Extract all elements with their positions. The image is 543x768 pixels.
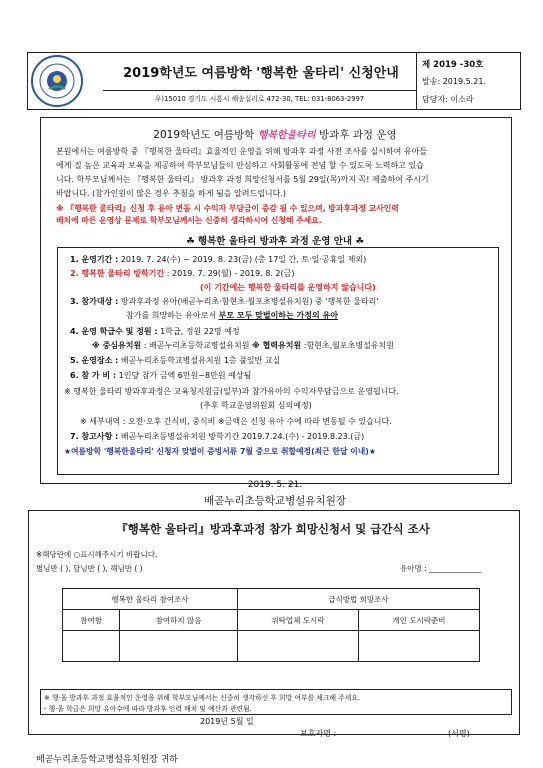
item-label: 1. 운영기간 :: [70, 255, 119, 264]
operation-guide-subtitle: ☘ 행복한 울타리 방과후 과정 운영 안내 ☘: [186, 236, 364, 247]
warning-line: ※ 『행복한 울타리』신청 후 유아 변동 시 수익자 부담금이 증감 될 수 있으며, 방과후과정 교사인력: [56, 204, 399, 213]
form-note: ※ 행·울 방과후 과정 효율적인 운영을 위해 학부모님께서는 신중히 생각하신 후 희망 여부를 체크해 주세요.: [44, 694, 361, 702]
item-value: 방과후과정 유아(배곧누리초·함현초·월포초병설유치원) 중 '행복한 울타리': [118, 297, 379, 306]
fee-note: ※ 행복한 울타리 방과후과정은 교육청지원금(일부)과 참가유아의 수익자부담금으로 운영됩니다.: [64, 387, 399, 396]
participate-col: 참여함: [63, 610, 120, 631]
item-fee: [70, 370, 251, 381]
principal-signature: 배곧누리초등학교병설유치원장: [203, 495, 346, 507]
item-label: 3. 참가대상 :: [70, 297, 119, 306]
item-target-sub-b: 부모 모두 맞벌이하는 가정의 유아: [218, 311, 338, 320]
item-value: 1학급, 정원 22명 예정: [157, 327, 240, 336]
document-number: 제 2019 -30호: [422, 60, 484, 70]
not-participate-check-cell[interactable]: [120, 631, 238, 662]
own-lunch-col: 개인 도시락준비: [358, 610, 479, 631]
manager-name: 담당자: 이소라: [422, 95, 474, 104]
form-instruction: ※해당란에 ○표시해주시기 바랍니다.: [36, 550, 158, 559]
meal-header: 급식방법 희망조사: [237, 589, 479, 610]
center-kg-label: ※ 중심유치원: [92, 341, 142, 350]
sign-date[interactable]: 2019년 5월 일: [200, 717, 254, 726]
item-label: 2. 행복한 울타리 방학기간: [70, 269, 165, 278]
form-title: 『행복한 울타리』방과후과정 참가 희망신청서 및 급간식 조사: [116, 522, 430, 536]
header-vertical-divider: [416, 52, 417, 109]
item-reference: [70, 431, 364, 442]
item-value: 1인당 참가 금액 6만원~8만원 예상됨: [116, 371, 252, 380]
program-title: [40, 126, 510, 142]
intro-line: 에게 질 높은 교육과 보육을 제공하여 학부모님들이 안심하고 사회활동에 전념 할 수 있도록 노력하고 있습: [56, 161, 424, 170]
participation-header: 행복한 울타리 참여조사: [63, 589, 238, 610]
item-period: [70, 254, 366, 265]
item-label: 5. 운영장소 :: [70, 356, 119, 365]
fee-note: (추후 학교운영위원회 심의예정): [200, 401, 312, 410]
item-target-sub-a: 참가를 희망하는 유아로서: [126, 311, 219, 320]
intro-line: 니다. 학부모님께서는 『행복한 울타리』 방과후 과정 희망신청서를 5월 29일(목)까지 꼭! 제출하여 주시기: [56, 175, 429, 184]
partner-kg-label: ※ 협력유치원: [252, 341, 302, 350]
item-value: 2019. 7. 24(수) ~ 2019. 8. 23(금) (총 17일 간, 토·일·공휴일 제외): [118, 255, 367, 264]
intro-line: 바랍니다. (참가인원이 많은 경우 추첨을 하게 됨을 알려드립니다.): [56, 189, 287, 198]
guardian-name-label[interactable]: 보호자명 :: [300, 729, 337, 738]
class-selection[interactable]: 별님반 ( ), 달님반 ( ), 해님반 ( ): [36, 564, 143, 573]
not-participate-col: 참여하지 않음: [120, 610, 238, 631]
signature-label[interactable]: (서명): [448, 729, 470, 738]
item-capacity-sub: [92, 340, 394, 351]
item-vacation: [70, 268, 294, 279]
issue-date: 발송: 2019.5.21.: [422, 77, 486, 86]
own-lunch-check-cell[interactable]: [358, 631, 479, 662]
participate-check-cell[interactable]: [63, 631, 120, 662]
center-kg-value: : 배곧누리초등학교병설유치원: [141, 341, 252, 350]
program-title-prefix: 2019학년도 여름방학: [153, 129, 255, 141]
page-title: 2019학년도 여름방학 '행복한 울타리' 신청안내: [123, 66, 399, 81]
program-title-suffix: 방과후 과정 운영: [319, 129, 397, 141]
form-note: - 행·울 학급은 희망 유아수에 따라 방과후 인력 배치 및 예산과 관련됨.: [44, 705, 252, 713]
item-label: 4. 운영 학급수 및 정원 :: [70, 327, 158, 336]
form-footer: 배곧누리초등학교병설유치원장 귀하: [36, 755, 178, 765]
item-label: 7. 참고사항 :: [70, 432, 119, 441]
school-address: 우)15010 경기도 시흥시 해송십리로 472-30, TEL: 031-8063-2997: [154, 95, 365, 103]
warning-line: 배치에 따른 운영상 문제로 학부모님께서는 신중히 생각하시어 신청해 주세요.: [56, 216, 322, 225]
fee-detail: ※ 세부내역 : 오전·오후 간식비, 중식비 ※금액은 신청 유아 수에 따라 변동될 수 있습니다.: [80, 417, 392, 426]
item-target-sub: [126, 310, 338, 321]
school-logo-icon: [30, 54, 84, 108]
document-notice: ★여름방학 '행복한울타리' 신청자 맞벌이 증빙서류 7월 중으로 취합예정(최근 한달 이내)★: [64, 447, 376, 456]
catering-check-cell[interactable]: [237, 631, 358, 662]
item-target: [70, 296, 379, 307]
survey-table: [62, 588, 480, 662]
notice-date: 2019. 5. 21.: [247, 480, 303, 490]
intro-line: 본원에서는 여름방학 중 『행복한 울타리』효율적인 운영을 위해 방과후 과정 사전 조사를 실시하여 유아들: [56, 147, 428, 156]
item-vacation-note: (이 기간에는 행복한 울타리를 운영하지 않습니다): [200, 283, 376, 292]
catering-col: 위탁업체 도시락: [237, 610, 358, 631]
partner-kg-value: :함현초,월포초병설유치원: [301, 341, 394, 350]
child-name-field[interactable]: 유아명 : ______________: [400, 564, 482, 573]
item-value: 배곧누리초등학교병설유치원 1층 풀잎반 교실: [118, 356, 281, 365]
item-value: 배곧누리초등병설유치원 방학기간 2019.7.24.(수) - 2019.8.23.(금): [118, 432, 365, 441]
happy-fence-brand: 행복한울타리: [257, 130, 316, 141]
item-label: 6. 참 가 비 :: [70, 371, 117, 380]
item-capacity: [70, 326, 240, 337]
item-value: : 2019. 7. 29(월) - 2019. 8. 2(금): [164, 269, 295, 278]
header-divider: [103, 90, 416, 91]
item-location: [70, 355, 280, 366]
